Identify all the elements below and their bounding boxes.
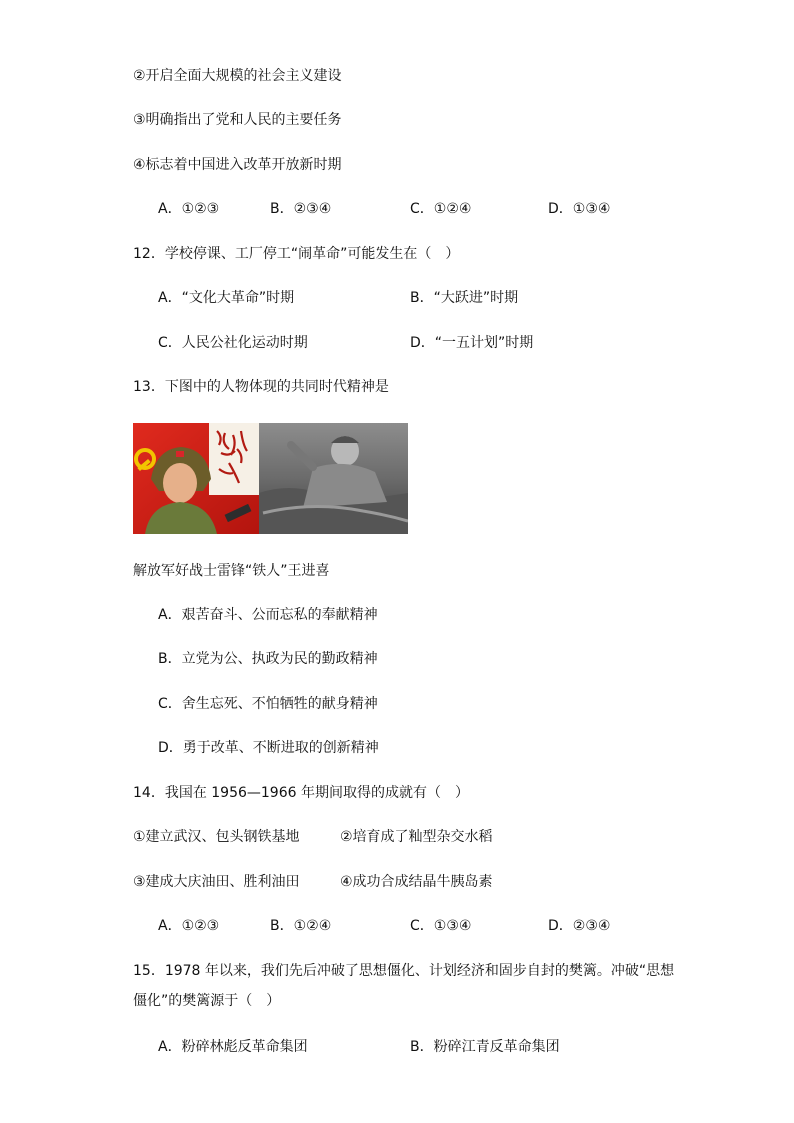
option-b: B．粉碎江青反革命集团 bbox=[410, 1039, 560, 1055]
wang-jinxi-photo bbox=[259, 423, 408, 534]
option-c: C．①③④ bbox=[410, 918, 472, 934]
question-15-stem-line-1: 15．1978 年以来，我们先后冲破了思想僵化、计划经济和固步自封的樊篱。冲破“思想 bbox=[133, 963, 675, 979]
question-14-stem: 14．我国在 1956—1966 年期间取得的成就有（ ） bbox=[133, 785, 469, 801]
statement-2: ②培育成了籼型杂交水稻 bbox=[340, 829, 493, 845]
statement-2: ②开启全面大规模的社会主义建设 bbox=[133, 68, 342, 84]
statement-3: ③明确指出了党和人民的主要任务 bbox=[133, 112, 342, 128]
option-b: B．②③④ bbox=[270, 201, 332, 217]
option-d: D．“一五计划”时期 bbox=[410, 335, 534, 351]
option-a: A．艰苦奋斗、公而忘私的奉献精神 bbox=[158, 607, 378, 623]
option-b: B．立党为公、执政为民的勤政精神 bbox=[158, 651, 378, 667]
question-15-stem-line-2: 僵化”的樊篱源于（ ） bbox=[133, 993, 281, 1009]
option-a: A．粉碎林彪反革命集团 bbox=[158, 1039, 308, 1055]
option-c: C．①②④ bbox=[410, 201, 472, 217]
option-d: D．勇于改革、不断进取的创新精神 bbox=[158, 740, 379, 756]
statement-1: ①建立武汉、包头钢铁基地 bbox=[133, 829, 300, 845]
figure-photos bbox=[133, 423, 408, 534]
question-13-stem: 13．下图中的人物体现的共同时代精神是 bbox=[133, 379, 389, 395]
option-a: A．“文化大革命”时期 bbox=[158, 290, 295, 306]
option-c: C．舍生忘死、不怕牺牲的献身精神 bbox=[158, 696, 378, 712]
option-d: D．①③④ bbox=[548, 201, 611, 217]
option-a: A．①②③ bbox=[158, 201, 220, 217]
option-c: C．人民公社化运动时期 bbox=[158, 335, 308, 351]
lei-feng-poster bbox=[133, 423, 259, 534]
option-d: D．②③④ bbox=[548, 918, 611, 934]
statement-3: ③建成大庆油田、胜利油田 bbox=[133, 874, 300, 890]
option-b: B．①②④ bbox=[270, 918, 332, 934]
option-a: A．①②③ bbox=[158, 918, 220, 934]
option-b: B．“大跃进”时期 bbox=[410, 290, 519, 306]
statement-4: ④标志着中国进入改革开放新时期 bbox=[133, 157, 342, 173]
question-12-stem: 12．学校停课、工厂停工“闹革命”可能发生在（ ） bbox=[133, 246, 460, 262]
figure-caption: 解放军好战士雷锋“铁人”王进喜 bbox=[133, 563, 330, 579]
statement-4: ④成功合成结晶牛胰岛素 bbox=[340, 874, 493, 890]
